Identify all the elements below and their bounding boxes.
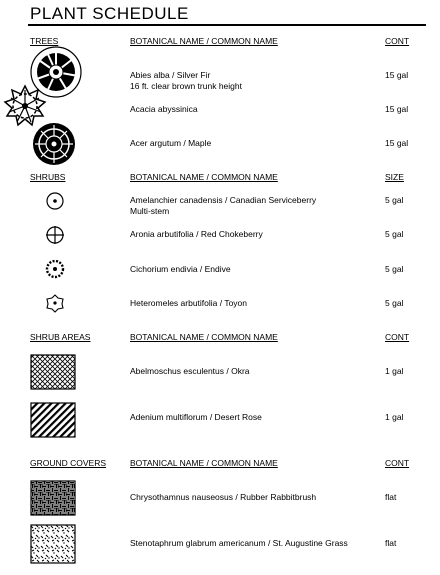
tree-3-qty: 15 gal [385,138,409,148]
ground-cover-2-name: Stenotaphrum glabrum americanum / St. Augustine Grass [130,538,348,548]
weave-pattern [30,480,76,516]
shrub-2-name: Aronia arbutifolia / Red Chokeberry [130,229,263,239]
title-rule [28,24,426,26]
shrub-symbol-1 [44,190,66,212]
shrub-4-name: Heteromeles arbutifolia / Toyon [130,298,248,308]
scatter-pattern [30,524,76,564]
shrub-2-qty: 5 gal [385,229,404,239]
tree-symbol-3 [30,120,78,168]
trees-header-name: BOTANICAL NAME / COMMON NAME [130,36,278,46]
shrubs-header-category: SHRUBS [30,172,66,182]
shrub-symbol-3 [44,258,66,280]
tree-2-name: Acacia abyssinica [130,104,198,114]
shrubs-header-name: BOTANICAL NAME / COMMON NAME [130,172,278,182]
ground-cover-1-qty: flat [385,492,397,502]
shrub-area-2-qty: 1 gal [385,412,404,422]
ground-covers-header-qty: CONT [385,458,410,468]
ground-cover-1-name: Chrysothamnus nauseosus / Rubber Rabbitbrush [130,492,317,502]
shrub-symbol-4 [44,292,66,314]
shrub-areas-header-qty: CONT [385,332,410,342]
crosshatch-pattern [30,354,76,390]
tree-2-qty: 15 gal [385,104,409,114]
shrubs-header-qty: SIZE [385,172,404,182]
ground-cover-2-qty: flat [385,538,397,548]
ground-covers-header-category: GROUND COVERS [30,458,107,468]
tree-1-name: Abies alba / Silver Fir [130,70,211,80]
shrub-areas-header-name: BOTANICAL NAME / COMMON NAME [130,332,278,342]
shrub-1-note: Multi-stem [130,206,170,216]
ground-covers-header-name: BOTANICAL NAME / COMMON NAME [130,458,278,468]
trees-header-category: TREES [30,36,59,46]
shrub-1-qty: 5 gal [385,195,404,205]
shrub-symbol-2 [44,224,66,246]
shrub-3-name: Cichorium endivia / Endive [130,264,231,274]
shrub-area-1-name: Abelmoschus esculentus / Okra [130,366,250,376]
tree-1-note: 16 ft. clear brown trunk height [130,81,242,91]
shrub-1-name: Amelanchier canadensis / Canadian Serviceberry [130,195,317,205]
shrub-3-qty: 5 gal [385,264,404,274]
shrub-areas-header-category: SHRUB AREAS [30,332,91,342]
shrub-4-qty: 5 gal [385,298,404,308]
shrub-area-2-name: Adenium multiflorum / Desert Rose [130,412,262,422]
diagonal-hatch-pattern [30,402,76,438]
trees-header-qty: CONT [385,36,410,46]
tree-3-name: Acer argutum / Maple [130,138,212,148]
shrub-area-1-qty: 1 gal [385,366,404,376]
page-title: PLANT SCHEDULE [30,4,189,23]
tree-1-qty: 15 gal [385,70,409,80]
